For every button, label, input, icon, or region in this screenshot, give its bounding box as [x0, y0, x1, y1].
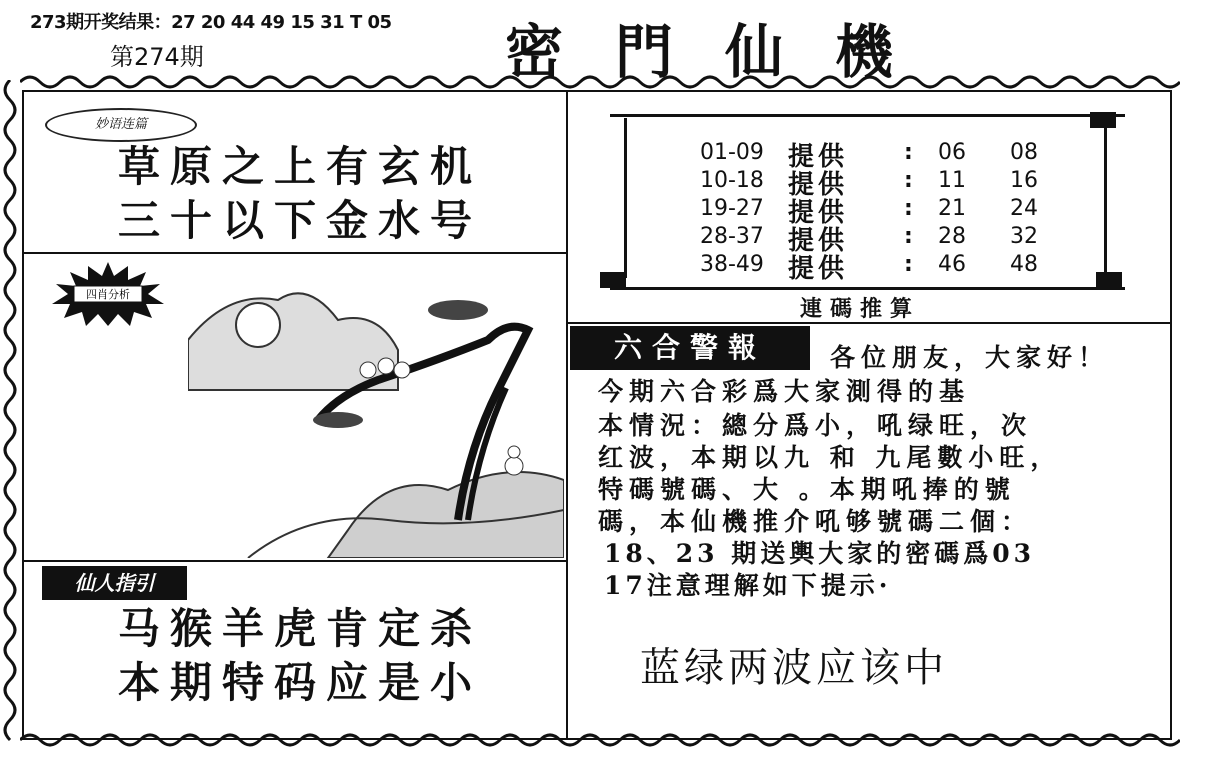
left-divider-1 [22, 252, 567, 254]
guide-line-2: 本期特码应是小 [117, 658, 482, 707]
number-cell: 48 [1010, 252, 1038, 277]
table-row [600, 196, 1130, 228]
range-cell: 10-18 [700, 168, 764, 193]
range-cell: 38-49 [700, 252, 764, 277]
alert-hint: 蓝绿两波应该中 [640, 645, 948, 691]
table-caption: 連碼推算 [800, 296, 921, 322]
provide-label: 提供 [788, 198, 849, 228]
alert-line-2: 本情況：總分爲小，吼绿旺，次 [598, 411, 1033, 440]
alert-greeting: 各位朋友，大家好！ [830, 343, 1110, 372]
alert-line-7: 17注意理解如下提示· [604, 571, 892, 600]
section-tag-oval: 妙语连篇 [45, 108, 197, 142]
section-label-guide: 仙人指引 [42, 566, 187, 600]
alert-line-3: 红波，本期以九 和 九尾數小旺， [598, 443, 1062, 472]
alert-line-1: 今期六合彩爲大家測得的基 [598, 377, 971, 406]
provide-label: 提供 [788, 254, 849, 284]
alert-line-4: 特碼號碼、大 。本期吼捧的號 [598, 475, 1016, 504]
last-draw-result: 273期开奖结果：27 20 44 49 15 31 T 05 [30, 12, 392, 33]
badge-text: 四肖分析 [86, 288, 130, 301]
number-cell: 08 [1010, 140, 1038, 165]
center-divider [566, 90, 568, 740]
provide-label: 提供 [788, 170, 849, 200]
poem-line-2: 三十以下金水号 [117, 196, 482, 245]
alert-line-5: 碼，本仙機推介吼够號碼二個： [598, 507, 1033, 536]
range-cell: 19-27 [700, 196, 764, 221]
number-cell: 24 [1010, 196, 1038, 221]
wavy-top-border [20, 72, 1180, 92]
poem-line-1: 草原之上有玄机 [117, 142, 482, 191]
number-table [600, 108, 1130, 296]
landscape-illustration [188, 270, 564, 558]
colon: : [904, 252, 913, 277]
alert-label: 六合警報 [570, 326, 810, 370]
alert-line-6: 18、23 期送輿大家的密碼爲03 [604, 539, 1036, 568]
number-cell: 11 [938, 168, 966, 193]
table-row [600, 252, 1130, 284]
range-cell: 01-09 [700, 140, 764, 165]
provide-label: 提供 [788, 226, 849, 256]
number-cell: 21 [938, 196, 966, 221]
wavy-left-border [0, 80, 22, 750]
number-cell: 06 [938, 140, 966, 165]
corner-icon-tr [1090, 112, 1116, 128]
issue-number: 第274期 [110, 43, 204, 71]
page-title: 密門仙機 [505, 18, 946, 86]
table-row [600, 168, 1130, 200]
number-cell: 16 [1010, 168, 1038, 193]
starburst-badge [48, 262, 168, 326]
table-row [600, 140, 1130, 172]
colon: : [904, 168, 913, 193]
table-row [600, 224, 1130, 256]
range-cell: 28-37 [700, 224, 764, 249]
number-cell: 32 [1010, 224, 1038, 249]
colon: : [904, 224, 913, 249]
number-cell: 46 [938, 252, 966, 277]
colon: : [904, 140, 913, 165]
number-cell: 28 [938, 224, 966, 249]
provide-label: 提供 [788, 142, 849, 172]
left-divider-2 [22, 560, 567, 562]
guide-line-1: 马猴羊虎肯定杀 [117, 604, 482, 653]
colon: : [904, 196, 913, 221]
